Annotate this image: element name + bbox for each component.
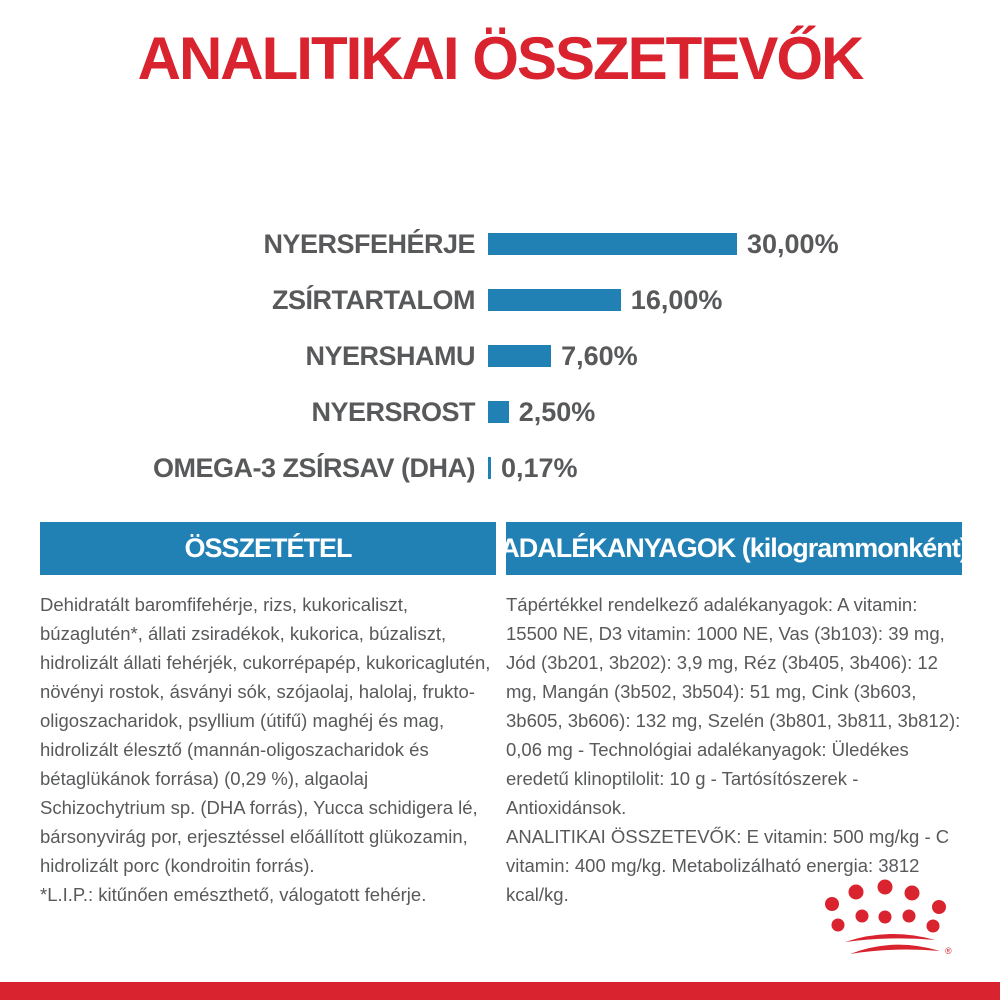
chart-row xyxy=(0,384,1000,440)
crown-dot xyxy=(825,897,839,911)
additives-nutritional-text: Tápértékkel rendelkező adalékanyagok: A vitamin: 15500 NE, D3 vitamin: 1000 NE, Vas (3b103): 39 mg, Jód (3b201, 3b202): 3,9 mg, Réz (3b405, 3b406): 12 mg, Mangán (3b502, 3b504): 51 mg, Cink (3b603, 3b605, 3b606): 132 mg, Szelén (3b801, 3b811, 3b812): 0,06 mg - Technológiai adalékanyagok: Üledékes eredetű klinoptilolit: 10 g - Tartósítószerek - Antioxidánsok. xyxy=(506,594,961,818)
additives-analytical-text: ANALITIKAI ÖSSZETEVŐK: E vitamin: 500 mg/kg - C vitamin: 400 mg/kg. Metabolizálható energia: 3812 kcal/kg. xyxy=(506,826,950,905)
chart-value-label: 30,00% xyxy=(747,228,839,259)
composition-header-label: ÖSSZETÉTEL xyxy=(184,533,352,563)
chart-category-label: NYERSHAMU xyxy=(305,340,475,371)
chart-value-label: 0,17% xyxy=(501,452,578,483)
composition-section xyxy=(40,522,496,909)
additives-header-label: ADALÉKANYAGOK (kilogrammonként) xyxy=(500,533,968,563)
crown-dot xyxy=(832,919,845,932)
chart-category-label: NYERSROST xyxy=(311,396,475,427)
crown-swoosh xyxy=(850,945,940,954)
crown-dot xyxy=(905,886,920,901)
chart-row xyxy=(0,440,1000,496)
chart-category-label: ZSÍRTARTALOM xyxy=(272,284,475,315)
additives-header xyxy=(500,522,968,575)
crown-dot xyxy=(856,910,869,923)
chart-row xyxy=(0,216,1000,272)
crown-dot xyxy=(903,910,916,923)
crown-dot xyxy=(927,920,940,933)
chart-category-label: OMEGA-3 ZSÍRSAV (DHA) xyxy=(152,452,475,483)
royal-canin-crown-logo xyxy=(823,870,963,968)
chart-category-label: NYERSFEHÉRJE xyxy=(263,228,475,259)
bottom-brand-stripe xyxy=(0,982,1000,1000)
chart-value-label: 2,50% xyxy=(518,396,596,427)
info-columns xyxy=(40,522,968,909)
registered-trademark-icon: ® xyxy=(945,946,952,956)
crown-swoosh xyxy=(845,934,935,942)
chart-bar xyxy=(488,457,491,479)
chart-row xyxy=(0,272,1000,328)
chart-value-label: 16,00% xyxy=(630,284,723,315)
crown-dot xyxy=(849,885,864,900)
crown-dot xyxy=(878,880,893,895)
crown-dot xyxy=(932,900,946,914)
chart-value-label: 7,60% xyxy=(561,340,638,371)
composition-footnote: *L.I.P.: kitűnően emészthető, válogatott fehérje. xyxy=(40,884,427,905)
chart-bar xyxy=(488,345,551,367)
composition-header xyxy=(40,522,496,575)
chart-bar xyxy=(488,401,509,423)
page-title: ANALITIKAI ÖSSZETEVŐK xyxy=(137,25,863,92)
analytical-constituents-chart xyxy=(0,216,1000,496)
chart-bar xyxy=(488,233,737,255)
composition-body: Dehidratált baromfifehérje, rizs, kukoricaliszt, búzaglutén*, állati zsiradékok, kukorica, búzaliszt, hidrolizált állati fehérjék, cukorrépapép, kukoricaglutén, növényi rostok, ásványi sók, szójaolaj, halolaj, frukto-oligoszacharidok, psyllium (útifű) maghéj és mag, hidrolizált élesztő (mannán-oligoszacharidok és bétaglükánok forrása) (0,29 %), algaolaj Schizochytrium sp. (DHA forrás), Yucca schidigera lé, bársonyvirág por, erjesztéssel előállított glükozamin, hidrolizált porc (kondroitin forrás). xyxy=(40,594,491,876)
chart-row xyxy=(0,328,1000,384)
chart-bar xyxy=(488,289,621,311)
crown-dot xyxy=(879,911,892,924)
additives-section xyxy=(500,522,968,909)
